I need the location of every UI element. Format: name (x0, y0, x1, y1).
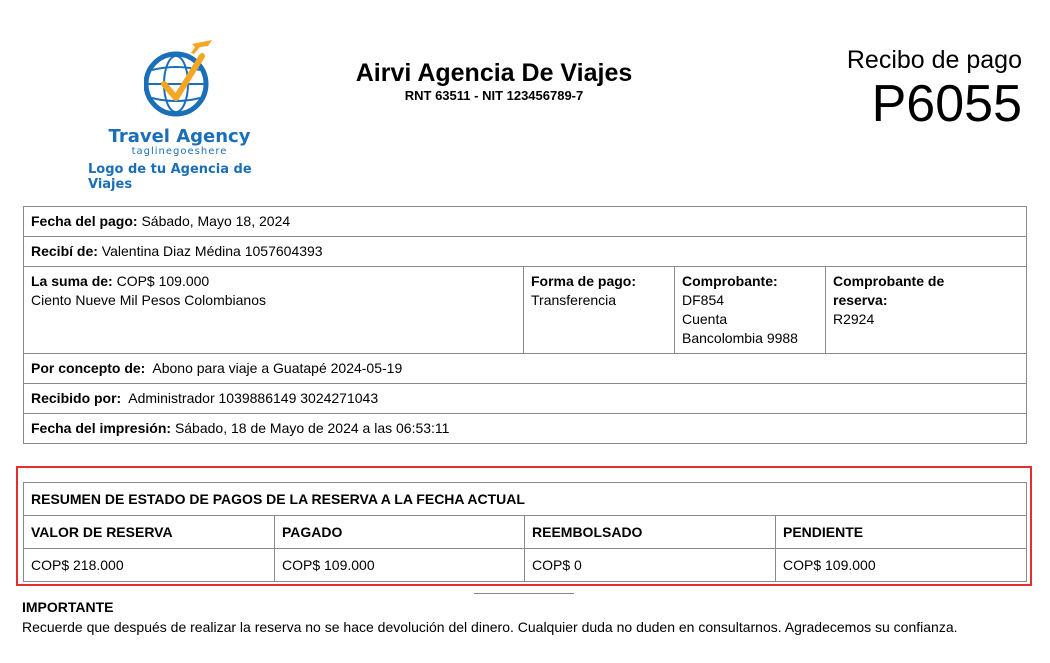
voucher-account: Cuenta (682, 311, 728, 327)
pending-value: COP$ 109.000 (776, 549, 1027, 582)
received-by-cell (24, 384, 1027, 414)
header-pending: PENDIENTE (776, 516, 1027, 549)
logo-name: Travel Agency (108, 126, 251, 147)
amount-cell (24, 267, 524, 354)
important-text: Recuerde que después de realizar la reserva no se hace devolución del dinero. Cualquier duda no duden en consultarnos. Agradecemos su confianza. (22, 619, 958, 635)
print-date-value: Sábado, 18 de Mayo de 2024 a las 06:53:11 (174, 420, 450, 436)
payment-date-label: Fecha del pago: (31, 213, 138, 229)
table-row (24, 267, 1027, 354)
reservation-voucher-cell (826, 267, 1027, 354)
voucher-label: Comprobante: (682, 273, 778, 289)
table-row (24, 414, 1027, 444)
header-refunded: REEMBOLSADO (525, 516, 776, 549)
paid-value: COP$ 109.000 (275, 549, 525, 582)
reservation-value: COP$ 218.000 (24, 549, 275, 582)
received-by-label: Recibido por: (31, 390, 122, 406)
summary-title: RESUMEN DE ESTADO DE PAGOS DE LA RESERVA A LA FECHA ACTUAL (24, 483, 1027, 516)
table-row (24, 207, 1027, 237)
table-row (24, 516, 1027, 549)
amount-value: COP$ 109.000 (116, 273, 210, 289)
payment-summary-table (23, 482, 1027, 582)
reservation-voucher-label-2: reserva: (833, 292, 888, 308)
reservation-voucher-value: R2924 (833, 311, 875, 327)
received-by-value: Administrador 1039886149 3024271043 (128, 390, 379, 406)
header-reservation-value: VALOR DE RESERVA (24, 516, 275, 549)
important-title: IMPORTANTE (22, 599, 114, 615)
received-from-value: Valentina Diaz Médina 1057604393 (101, 243, 323, 259)
divider (474, 593, 574, 594)
payment-date-value: Sábado, Mayo 18, 2024 (141, 213, 291, 229)
concept-label: Por concepto de: (31, 360, 146, 376)
agency-logo (88, 34, 288, 192)
print-date-cell (24, 414, 1027, 444)
voucher-cell (675, 267, 826, 354)
voucher-bank: Bancolombia 9988 (682, 330, 798, 346)
table-row (24, 549, 1027, 582)
table-row (24, 237, 1027, 267)
payment-method-label: Forma de pago: (531, 273, 637, 289)
company-name: Airvi Agencia De Viajes (355, 59, 633, 87)
payment-details-table (23, 206, 1027, 444)
received-from-label: Recibí de: (31, 243, 98, 259)
logo-caption: Logo de tu Agencia de Viajes (88, 162, 252, 192)
table-row (24, 483, 1027, 516)
globe-plane-icon (144, 34, 216, 126)
table-row (24, 354, 1027, 384)
company-header (300, 58, 688, 104)
company-ids: RNT 63511 - NIT 123456789-7 (404, 88, 584, 103)
refunded-value: COP$ 0 (525, 549, 776, 582)
receipt-number: P6055 (871, 75, 1022, 133)
logo-tagline: taglinegoeshere (131, 146, 228, 157)
amount-label: La suma de: (31, 273, 113, 289)
voucher-code: DF854 (682, 292, 725, 308)
concept-value: Abono para viaje a Guatapé 2024-05-19 (152, 360, 403, 376)
receipt-label: Recibo de pago (846, 46, 1022, 74)
receipt-header (847, 44, 1022, 132)
reservation-voucher-label: Comprobante de (833, 273, 945, 289)
received-from-cell (24, 237, 1027, 267)
concept-cell (24, 354, 1027, 384)
payment-method-value: Transferencia (531, 292, 617, 308)
payment-date-cell (24, 207, 1027, 237)
table-row (24, 384, 1027, 414)
payment-method-cell (524, 267, 675, 354)
header-paid: PAGADO (275, 516, 525, 549)
print-date-label: Fecha del impresión: (31, 420, 172, 436)
amount-words: Ciento Nueve Mil Pesos Colombianos (31, 292, 266, 308)
